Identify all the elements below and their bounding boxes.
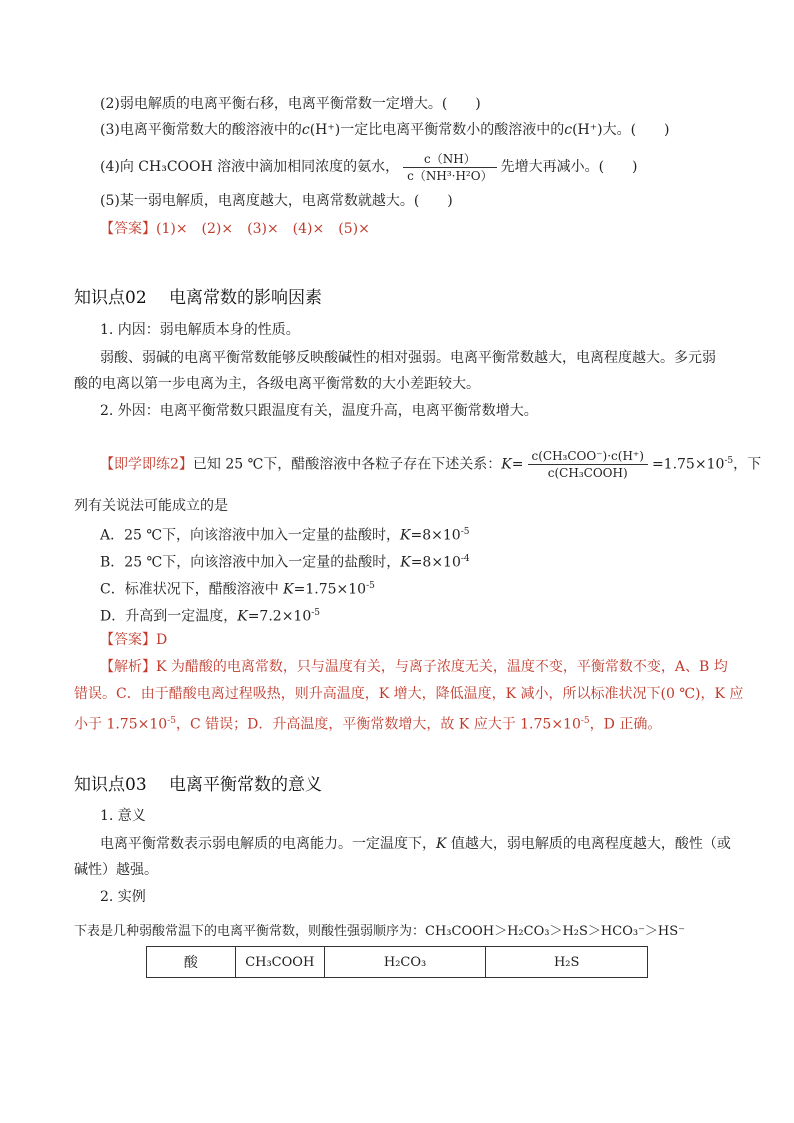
section-3-p2a-text-1: 电离平衡常数表示弱电解质的电离能力。一定温度下， [100, 836, 436, 852]
section-3-p2a-k: K [436, 836, 447, 852]
section-3-heading: 知识点03 电离平衡常数的意义 [74, 775, 323, 795]
analysis-line-3 [74, 711, 661, 735]
option-b-k: K [400, 554, 411, 571]
question-4-text-a: (4)向 CH₃COOH 溶液中滴加相同浓度的氨水， [100, 159, 400, 175]
table-header-acid: 酸 [147, 947, 236, 978]
answer-1-label: 【答案】 [100, 221, 156, 237]
option-a-prefix: A．25 ℃下，向该溶液中加入一定量的盐酸时， [100, 527, 401, 544]
practice-stem [100, 442, 761, 484]
option-d-exp: -5 [311, 608, 321, 618]
table-header-h2co3: H₂CO₃ [324, 947, 486, 978]
analysis-text-3c: ，D 正确。 [589, 716, 662, 733]
option-a [100, 522, 469, 546]
option-a-exp: -5 [460, 527, 470, 537]
question-4-numerator: c（NH） [403, 151, 496, 168]
option-a-value: =8×10 [410, 527, 461, 544]
practice-eq: = [511, 456, 524, 473]
option-b-exp: -4 [460, 554, 470, 564]
answer-1 [100, 219, 370, 239]
practice-answer [100, 630, 167, 650]
question-4-denominator: c（NH³·H²O） [407, 168, 493, 183]
analysis-text-3b: ，C 错误；D．升高温度，平衡常数增大，故 K 应大于 1.75×10 [175, 716, 581, 733]
section-2-p3: 2. 外因：电离平衡常数只跟温度有关，温度升高，电离平衡常数增大。 [100, 403, 538, 419]
practice-answer-label: 【答案】 [100, 632, 156, 648]
acid-table [146, 946, 648, 978]
practice-numerator: c(CH₃COO⁻)·c(H⁺) [528, 448, 648, 465]
section-3-p2a [100, 834, 731, 854]
analysis-text-1: K 为醋酸的电离常数，只与温度有关，与离子浓度无关，温度不变，平衡常数不变，A、B 均 [156, 659, 728, 675]
question-3-c2: c [564, 122, 573, 138]
practice-k: K [501, 456, 512, 473]
practice-label: 【即学即练2】 [100, 456, 193, 473]
section-3-p2a-text-2: 值越大，弱电解质的电离程度越大，酸性（或 [446, 836, 731, 852]
section-3-p1: 1. 意义 [100, 808, 146, 824]
question-3-text-b: (H⁺)一定比电离平衡常数小的酸溶液中的 [309, 122, 565, 138]
option-b [100, 549, 470, 573]
section-3-p2b: 碱性）越强。 [74, 862, 158, 878]
table-header-h2s: H₂S [486, 947, 648, 978]
question-3 [100, 120, 670, 140]
option-d-prefix: D．升高到一定温度， [100, 608, 238, 625]
option-d [100, 603, 320, 627]
practice-answer-value: D [156, 632, 168, 648]
section-2-p2a: 弱酸、弱碱的电离平衡常数能够反映酸碱性的相对强弱。电离平衡常数越大，电离程度越大。多元弱 [100, 350, 716, 366]
option-c [100, 576, 375, 600]
analysis-label: 【解析】 [100, 659, 156, 675]
option-b-prefix: B．25 ℃下，向该溶液中加入一定量的盐酸时， [100, 554, 401, 571]
option-c-prefix: C．标准状况下，醋酸溶液中 [100, 581, 284, 598]
question-2: (2)弱电解质的电离平衡右移，电离平衡常数一定增大。( ) [100, 96, 481, 112]
practice-stem-d: 列有关说法可能成立的是 [74, 498, 228, 514]
section-2-heading: 知识点02 电离常数的影响因素 [74, 288, 323, 308]
answer-1-text: (1)× (2)× (3)× (4)× (5)× [156, 221, 370, 237]
option-d-k: K [237, 608, 248, 625]
practice-fraction [528, 448, 648, 481]
practice-stem-b-exp: -5 [724, 456, 734, 466]
option-a-k: K [400, 527, 411, 544]
practice-stem-b: =1.75×10 [651, 456, 725, 473]
table-header-ch3cooh: CH₃COOH [235, 947, 324, 978]
option-d-value: =7.2×10 [247, 608, 312, 625]
analysis-text-3a: 小于 1.75×10 [74, 716, 168, 733]
practice-stem-c: ，下 [733, 456, 762, 473]
question-4 [100, 148, 638, 186]
question-4-fraction [403, 151, 496, 184]
question-3-text-c: (H⁺)大。( ) [572, 122, 670, 138]
question-5: (5)某一弱电解质，电离度越大，电离常数就越大。( ) [100, 193, 453, 209]
section-3-p4: 下表是几种弱酸常温下的电离平衡常数，则酸性强弱顺序为：CH₃COOH＞H₂CO₃＞H₂S＞HCO₃⁻＞HS⁻ [74, 924, 686, 939]
question-3-text-a: (3)电离平衡常数大的酸溶液中的 [100, 122, 302, 138]
option-c-k: K [283, 581, 294, 598]
analysis-line-2: 错误。C．由于醋酸电离过程吸热，则升高温度，K 增大，降低温度，K 减小，所以标准状况下(0 ℃)，K 应 [74, 686, 744, 702]
analysis-exp-2: -5 [580, 716, 590, 726]
option-c-exp: -5 [366, 581, 375, 591]
section-2-p1: 1. 内因：弱电解质本身的性质。 [100, 322, 300, 338]
question-4-text-b: 先增大再减小。( ) [500, 159, 638, 175]
section-2-p2b: 酸的电离以第一步电离为主，各级电离平衡常数的大小差距较大。 [74, 376, 480, 392]
analysis-line-1 [100, 657, 728, 677]
option-c-value: =1.75×10 [293, 581, 367, 598]
question-3-c1: c [301, 122, 310, 138]
section-3-p3: 2. 实例 [100, 889, 146, 905]
practice-denominator: c(CH₃COOH) [547, 466, 628, 481]
option-b-value: =8×10 [410, 554, 461, 571]
table-row [147, 947, 648, 978]
analysis-exp-1: -5 [167, 716, 176, 726]
practice-stem-a: 已知 25 ℃下，醋酸溶液中各粒子存在下述关系： [192, 456, 502, 473]
